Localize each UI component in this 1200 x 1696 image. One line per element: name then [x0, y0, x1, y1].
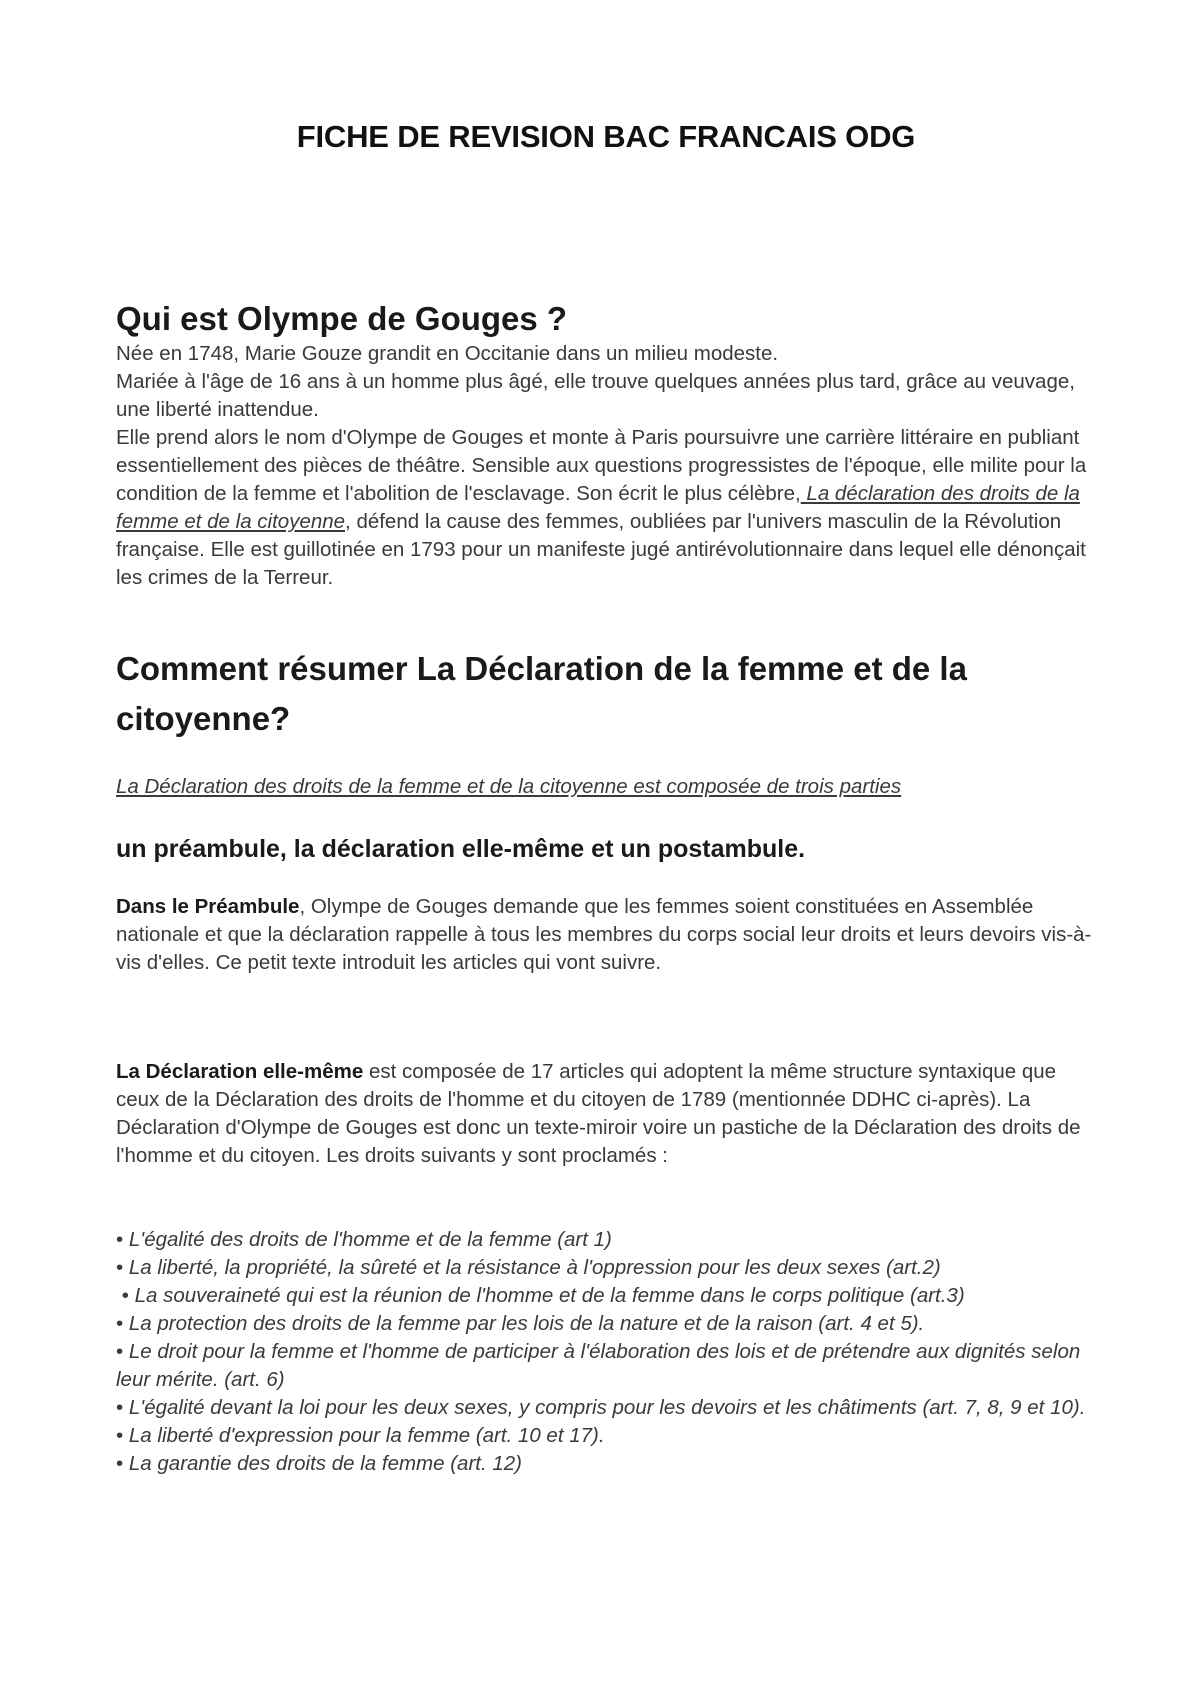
bullet-icon: • — [116, 1228, 124, 1251]
right-text: L'égalité devant la loi pour les deux sexes, y compris pour les devoirs et les châtiments (art. 7, 8, 9 et 10). — [128, 1396, 1086, 1419]
structure-intro: La Déclaration des droits de la femme et de la citoyenne est composée de trois parties — [116, 775, 902, 798]
list-item — [116, 1254, 1096, 1282]
document-title: FICHE DE REVISION BAC FRANCAIS ODG — [296, 119, 916, 154]
right-text: L'égalité des droits de l'homme et de la femme (art 1) — [128, 1228, 612, 1251]
bullet-icon: • — [121, 1284, 129, 1307]
preambule-lead: Dans le Préambule — [116, 895, 300, 918]
bio-line-birth: Née en 1748, Marie Gouze grandit en Occitanie dans un milieu modeste. — [116, 342, 779, 365]
list-item — [116, 1394, 1096, 1422]
list-item — [116, 1226, 1096, 1254]
bio-line-marriage: Mariée à l'âge de 16 ans à un homme plus âgé, elle trouve quelques années plus tard, grâce au veuvage, une liberté inattendue. — [116, 370, 1075, 421]
right-text: La garantie des droits de la femme (art. 12) — [128, 1452, 523, 1475]
list-item — [116, 1282, 1096, 1310]
bullet-icon: • — [116, 1340, 124, 1363]
list-item — [116, 1422, 1096, 1450]
right-text: Le droit pour la femme et l'homme de participer à l'élaboration des lois et de prétendre aux dignités selon leur mérite. (art. 6) — [116, 1340, 1081, 1391]
bullet-icon: • — [116, 1452, 124, 1475]
list-item — [116, 1338, 1096, 1394]
bullet-icon: • — [116, 1312, 124, 1335]
section-heading-summary: Comment résumer La Déclaration de la femme et de la citoyenne? — [116, 650, 967, 737]
biography-paragraph — [116, 340, 1096, 592]
right-text: La liberté, la propriété, la sûreté et la résistance à l'oppression pour les deux sexes (art.2) — [128, 1256, 941, 1279]
declaration-lead: La Déclaration elle-même — [116, 1060, 364, 1083]
bio-career-text: Elle prend alors le nom d'Olympe de Gouges et monte à Paris poursuivre une carrière littéraire en publiant essentiellement des pièces de théâtre. Sensible aux questions progressistes de l'époque, elle milite pour la condition de la femme et l'abolition de l'esclavage. Son écrit le plus célèbre, — [116, 426, 1087, 505]
rights-list — [116, 1226, 1096, 1478]
preambule-paragraph — [116, 893, 1096, 977]
list-item — [116, 1450, 1096, 1478]
bullet-icon: • — [116, 1396, 124, 1419]
bullet-icon: • — [116, 1256, 124, 1279]
right-text: La liberté d'expression pour la femme (art. 10 et 17). — [128, 1424, 605, 1447]
declaration-paragraph — [116, 1058, 1096, 1170]
structure-subheading: un préambule, la déclaration elle-même et un postambule. — [116, 835, 806, 863]
section-heading-bio: Qui est Olympe de Gouges ? — [116, 300, 568, 337]
list-item — [116, 1310, 1096, 1338]
bullet-icon: • — [116, 1424, 124, 1447]
preambule-text: , Olympe de Gouges demande que les femmes soient constituées en Assemblée nationale et que la déclaration rappelle à tous les membres du corps social leur droits et leurs devoirs vis-à-vis d'elles. Ce petit texte introduit les articles qui vont suivre. — [116, 895, 1092, 974]
bio-line-career — [116, 424, 1096, 592]
work-title-reference: La déclaration des droits de la femme et de la citoyenne — [116, 482, 1080, 533]
bio-career-continuation: , défend la cause des femmes, oubliées par l'univers masculin de la Révolution française. Elle est guillotinée en 1793 pour un manifeste jugé antirévolutionnaire dans lequel elle dénonçait les crimes de la Terreur. — [116, 510, 1086, 589]
right-text: La souveraineté qui est la réunion de l'homme et de la femme dans le corps politique (art.3) — [134, 1284, 965, 1307]
right-text: La protection des droits de la femme par les lois de la nature et de la raison (art. 4 et 5). — [128, 1312, 925, 1335]
declaration-text: est composée de 17 articles qui adoptent la même structure syntaxique que ceux de la Déclaration des droits de l'homme et du citoyen de 1789 (mentionnée DDHC ci-après). La Déclaration d'Olympe de Gouges est donc un texte-miroir voire un pastiche de la Déclaration des droits de l'homme et du citoyen. Les droits suivants y sont proclamés : — [116, 1060, 1081, 1167]
